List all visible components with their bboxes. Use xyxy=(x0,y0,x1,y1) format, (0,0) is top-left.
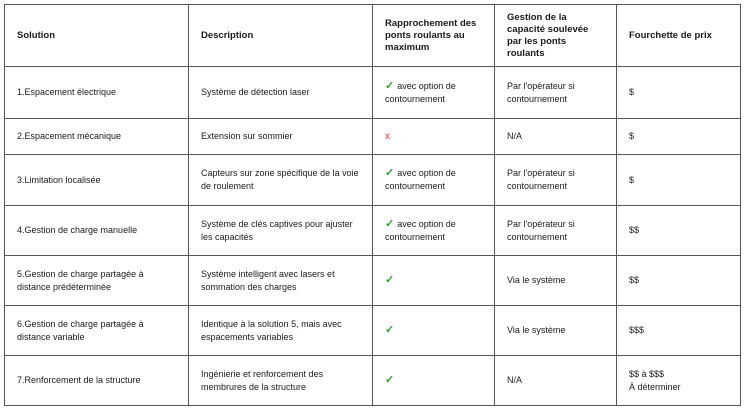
rapprochement-text: avec option de contournement xyxy=(385,80,456,104)
table-row xyxy=(5,206,741,256)
table-row xyxy=(5,119,741,155)
description-cell: Extension sur sommier xyxy=(189,119,373,155)
prix-cell: $$$ xyxy=(617,306,741,356)
description-cell: Système de clés captives pour ajuster les capacités xyxy=(189,206,373,256)
rapprochement-cell xyxy=(373,356,495,406)
header-gestion-capacite: Gestion de la capacité soulevée par les ponts roulants xyxy=(495,5,617,67)
prix-cell: $ xyxy=(617,67,741,119)
header-fourchette-prix: Fourchette de prix xyxy=(617,5,741,67)
rapprochement-cell xyxy=(373,256,495,306)
prix-cell xyxy=(617,356,741,406)
check-icon: ✓ xyxy=(385,374,395,386)
header-description: Description xyxy=(189,5,373,67)
rapprochement-text: avec option de contournement xyxy=(385,218,456,242)
header-solution: Solution xyxy=(5,5,189,67)
check-icon: ✓ xyxy=(385,79,395,92)
description-cell: Ingénierie et renforcement des membrures de la structure xyxy=(189,356,373,406)
description-cell: Système de détection laser xyxy=(189,67,373,119)
rapprochement-cell xyxy=(373,306,495,356)
solution-cell: 1.Espacement électrique xyxy=(5,67,189,119)
solution-cell: 3.Limitation localisée xyxy=(5,155,189,206)
rapprochement-cell xyxy=(373,206,495,256)
prix-cell: $ xyxy=(617,119,741,155)
solutions-comparison-table xyxy=(4,4,741,406)
gestion-cell: Par l'opérateur si contournement xyxy=(495,206,617,256)
check-icon: ✓ xyxy=(385,324,395,336)
gestion-cell: N/A xyxy=(495,356,617,406)
solution-cell: 6.Gestion de charge partagée à distance variable xyxy=(5,306,189,356)
solution-cell: 5.Gestion de charge partagée à distance prédéterminée xyxy=(5,256,189,306)
check-icon: ✓ xyxy=(385,217,395,230)
description-cell: Capteurs sur zone spécifique de la voie de roulement xyxy=(189,155,373,206)
cross-icon: x xyxy=(385,131,390,142)
table-row xyxy=(5,155,741,206)
prix-cell: $ xyxy=(617,155,741,206)
solution-cell: 4.Gestion de charge manuelle xyxy=(5,206,189,256)
prix-note: À déterminer xyxy=(629,381,681,392)
header-rapprochement: Rapprochement des ponts roulants au maximum xyxy=(373,5,495,67)
gestion-cell: Via le système xyxy=(495,306,617,356)
comparison-table-frame xyxy=(4,4,740,405)
prix-cell: $$ xyxy=(617,256,741,306)
table-header-row xyxy=(5,5,741,67)
rapprochement-text: avec option de contournement xyxy=(385,168,456,191)
gestion-cell: Par l'opérateur si contournement xyxy=(495,155,617,206)
check-icon: ✓ xyxy=(385,167,395,179)
gestion-cell: N/A xyxy=(495,119,617,155)
gestion-cell: Via le système xyxy=(495,256,617,306)
gestion-cell: Par l'opérateur si contournement xyxy=(495,67,617,119)
description-cell: Identique à la solution 5, mais avec espacements variables xyxy=(189,306,373,356)
prix-range: $$ à $$$ xyxy=(629,368,665,379)
table-row xyxy=(5,306,741,356)
check-icon: ✓ xyxy=(385,274,395,286)
table-row xyxy=(5,67,741,119)
description-cell: Système intelligent avec lasers et sommation des charges xyxy=(189,256,373,306)
table-row xyxy=(5,356,741,406)
table-row xyxy=(5,256,741,306)
solution-cell: 7.Renforcement de la structure xyxy=(5,356,189,406)
solution-cell: 2.Espacement mécanique xyxy=(5,119,189,155)
rapprochement-cell xyxy=(373,155,495,206)
prix-cell: $$ xyxy=(617,206,741,256)
rapprochement-cell xyxy=(373,119,495,155)
rapprochement-cell xyxy=(373,67,495,119)
